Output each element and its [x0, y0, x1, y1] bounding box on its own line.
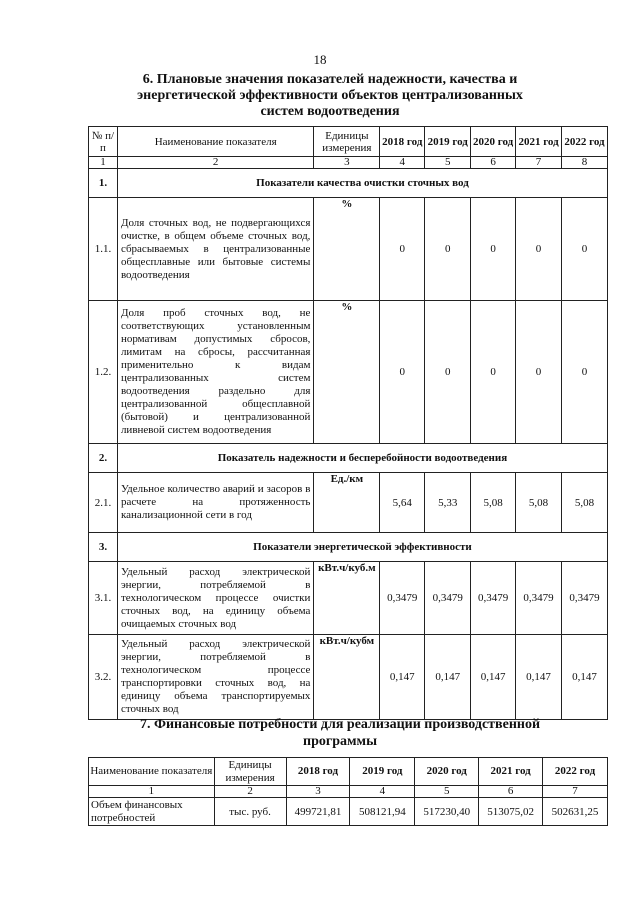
group-num: 2.: [89, 444, 118, 473]
group-title: Показатели качества очистки сточных вод: [117, 169, 607, 198]
group-title: Показатели энергетической эффективности: [117, 533, 607, 562]
column-index-row: [89, 786, 608, 798]
header-num: № п/п: [89, 127, 118, 157]
row-value: 0: [562, 301, 608, 444]
row-name: Удельный расход электрической энергии, потребляемой в технологическом процессе транспортировки сточных вод, на единицу объема транспортируемых сточных вод: [117, 635, 313, 720]
column-index: 2: [117, 157, 313, 169]
table-header-row: [89, 127, 608, 157]
header-year: 2022 год: [543, 758, 608, 786]
row-value: 0: [471, 301, 516, 444]
row-value: 0: [516, 198, 562, 301]
row-value: 513075,02: [479, 798, 543, 826]
group-row-reliability: [89, 444, 608, 473]
column-index: 7: [516, 157, 562, 169]
row-value: 0: [380, 301, 425, 444]
header-year: 2022 год: [562, 127, 608, 157]
row-value: 0,3479: [471, 562, 516, 635]
table-row: [89, 301, 608, 444]
row-name: Объем финансовых потребностей: [89, 798, 215, 826]
table-row: [89, 562, 608, 635]
row-value: 5,64: [380, 473, 425, 533]
row-num: 3.2.: [89, 635, 118, 720]
header-name: Наименование показателя: [89, 758, 215, 786]
group-num: 3.: [89, 533, 118, 562]
column-index: 8: [562, 157, 608, 169]
header-year: 2020 год: [471, 127, 516, 157]
row-name: Удельный расход электрической энергии, потребляемой в технологическом процессе очистки сточных вод, на единицу объема очищаемых сточных вод: [117, 562, 313, 635]
row-name: Доля проб сточных вод, не соответствующих установленным нормативам допустимых сбросов, лимитам на сбросы, рассчитанная применительно к видам централизованных систем водоотведения раздельно для централизованной общесплавной (бытовой) и централизованной ливневой систем водоотведения: [117, 301, 313, 444]
row-value: 0,3479: [425, 562, 471, 635]
row-value: 499721,81: [286, 798, 350, 826]
row-value: 0: [425, 301, 471, 444]
group-title: Показатель надежности и бесперебойности водоотведения: [117, 444, 607, 473]
column-index: 1: [89, 157, 118, 169]
row-unit: тыс. руб.: [214, 798, 286, 826]
table-row: [89, 473, 608, 533]
row-num: 3.1.: [89, 562, 118, 635]
header-year: 2020 год: [415, 758, 479, 786]
row-value: 0,3479: [380, 562, 425, 635]
row-name: Доля сточных вод, не подвергающихся очистке, в общем объеме сточных вод, сбрасываемых в централизованные общесплавные или бытовые системы водоотведения: [117, 198, 313, 301]
table-row: [89, 635, 608, 720]
header-year: 2021 год: [479, 758, 543, 786]
header-year: 2019 год: [350, 758, 415, 786]
column-index: 5: [415, 786, 479, 798]
row-value: 508121,94: [350, 798, 415, 826]
column-index-row: [89, 157, 608, 169]
column-index: 3: [314, 157, 380, 169]
row-value: 0: [516, 301, 562, 444]
row-unit: %: [314, 198, 380, 301]
group-num: 1.: [89, 169, 118, 198]
row-value: 0: [425, 198, 471, 301]
reliability-indicators-table: [88, 126, 608, 720]
group-row-energy: [89, 533, 608, 562]
row-value: 0: [380, 198, 425, 301]
row-unit: Ед./км: [314, 473, 380, 533]
row-value: 0,147: [562, 635, 608, 720]
row-unit: %: [314, 301, 380, 444]
table-header-row: [89, 758, 608, 786]
section-7-title: 7. Финансовые потребности для реализации производственной программы: [139, 717, 541, 749]
section-6-title: 6. Плановые значения показателей надежности, качества и энергетической эффективности объектов централизованных систем водоотведения: [137, 72, 523, 119]
row-value: 0,3479: [516, 562, 562, 635]
row-value: 0: [562, 198, 608, 301]
row-value: 517230,40: [415, 798, 479, 826]
row-value: 5,08: [562, 473, 608, 533]
column-index: 5: [425, 157, 471, 169]
column-index: 4: [380, 157, 425, 169]
row-value: 0: [471, 198, 516, 301]
row-value: 502631,25: [543, 798, 608, 826]
header-year: 2019 год: [425, 127, 471, 157]
row-num: 2.1.: [89, 473, 118, 533]
column-index: 2: [214, 786, 286, 798]
row-value: 0,147: [425, 635, 471, 720]
group-row-quality: [89, 169, 608, 198]
column-index: 1: [89, 786, 215, 798]
header-year: 2021 год: [516, 127, 562, 157]
row-num: 1.1.: [89, 198, 118, 301]
row-name: Удельное количество аварий и засоров в расчете на протяженность канализационной сети в год: [117, 473, 313, 533]
row-value: 0,147: [380, 635, 425, 720]
row-value: 5,08: [516, 473, 562, 533]
header-unit: Единицы измерения: [214, 758, 286, 786]
row-value: 0,147: [471, 635, 516, 720]
row-value: 0,3479: [562, 562, 608, 635]
table-row: [89, 798, 608, 826]
column-index: 6: [479, 786, 543, 798]
table-row: [89, 198, 608, 301]
financial-needs-table: [88, 757, 608, 826]
column-index: 3: [286, 786, 350, 798]
header-unit: Единицы измерения: [314, 127, 380, 157]
header-year: 2018 год: [286, 758, 350, 786]
row-unit: кВт.ч/кубм: [314, 635, 380, 720]
header-year: 2018 год: [380, 127, 425, 157]
column-index: 6: [471, 157, 516, 169]
row-value: 0,147: [516, 635, 562, 720]
column-index: 7: [543, 786, 608, 798]
header-name: Наименование показателя: [117, 127, 313, 157]
row-unit: кВт.ч/куб.м: [314, 562, 380, 635]
row-value: 5,33: [425, 473, 471, 533]
page-number: 18: [313, 52, 327, 67]
row-num: 1.2.: [89, 301, 118, 444]
column-index: 4: [350, 786, 415, 798]
row-value: 5,08: [471, 473, 516, 533]
